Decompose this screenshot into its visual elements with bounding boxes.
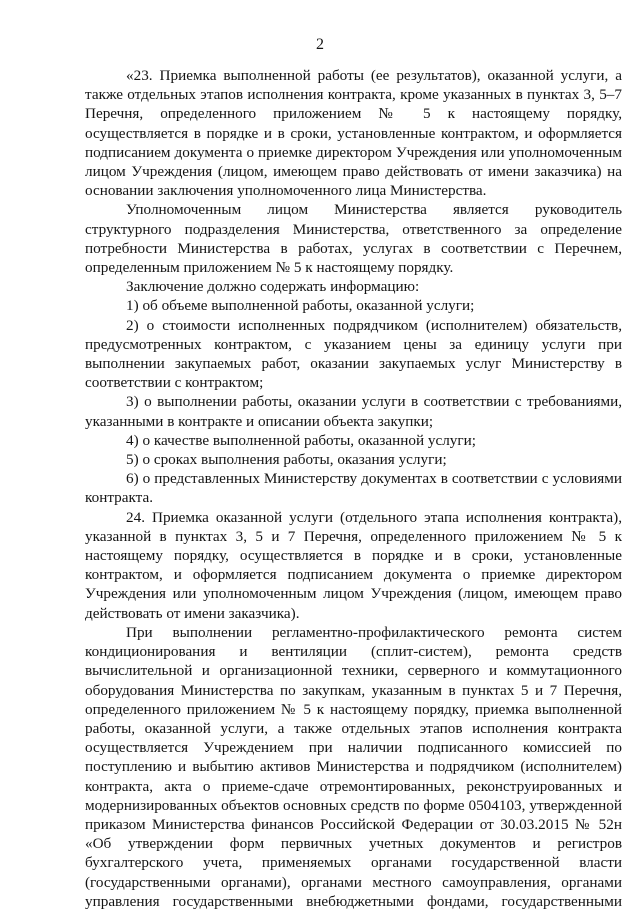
paragraph-clause-23: «23. Приемка выполненной работы (ее результатов), оказанной услуги, а также отдельных этапов исполнения контракта, кроме указанных в пунктах 3, 5–7 Перечня, определенного приложением № 5 к настоящему порядку, осуществляется в порядке и в сроки, установленные контрактом, и оформляется подписанием документа о приемке директором Учреждения или уполномоченным лицом Учреждения (лицом, имеющем право действовать от имени заказчика) на основании заключения уполномоченного лица Министерства. [85,67,622,200]
paragraph-conclusion-intro: Заключение должно содержать информацию: [126,278,420,296]
list-item-6: 6) о представленных Министерству документах в соответствии с условиями контракта. [85,470,622,507]
document-body [85,66,622,911]
paragraph-repair-acceptance: При выполнении регламентно-профилактического ремонта систем кондиционирования и вентиляции (сплит-систем), ремонта средств вычислительной и организационной техники, серверного и коммутационного оборудования Министерства по закупкам, указанным в пунктах 5 и 7 Перечня, определенного приложением № 5 к настоящему порядку, приемка выполненной работы, оказанной услуги, а также отдельных этапов исполнения контракта осуществляется Учреждением при наличии подписанного комиссией по поступлению и выбытию активов Министерства и подрядчиком (исполнителем) контракта, акта о приеме-сдаче отремонтированных, реконструированных и модернизированных объектов основных средств по форме 0504103, утвержденной приказом Министерства финансов Российской Федерации от 30.03.2015 № 52н «Об утверждении форм первичных учетных документов и регистров бухгалтерского учета, применяемых органами государственной власти (государственными органами), органами местного самоуправления, органами управления государственными внебюджетными фондами, государственными [85,623,622,910]
paragraph-clause-24: 24. Приемка оказанной услуги (отдельного этапа исполнения контракта), указанной в пунктах 3, 5 и 7 Перечня, определенного приложением № 5 к настоящему порядку, осуществляется в порядке и в сроки, установленные контрактом, и оформляется подписанием документа о приемке директором Учреждения или уполномоченным лицом Учреждения (лицом, имеющем право действовать от имени заказчика). [85,508,622,622]
list-item-5: 5) о сроках выполнения работы, оказания услуги; [126,451,447,469]
list-item-4: 4) о качестве выполненной работы, оказанной услуги; [126,431,476,449]
list-item-2: 2) о стоимости исполненных подрядчиком (исполнителем) обязательств, предусмотренных контрактом, с указанием цены за единицу услуги при выполнении закупаемых работ, оказании закупаемых услуг Министерству в соответствии с контрактом; [85,316,622,392]
page-number: 2 [316,36,324,53]
list-item-1: 1) об объеме выполненной работы, оказанной услуги; [126,297,475,315]
list-item-3: 3) о выполнении работы, оказании услуги в соответствии с требованиями, указанными в контракте и описании объекта закупки; [85,393,622,430]
paragraph-authorized-person: Уполномоченным лицом Министерства является руководитель структурного подразделения Министерства, ответственного за определение потребности Министерства в работах, услугах в соответствии с Перечнем, определенным приложением № 5 к настоящему порядку. [85,201,622,277]
